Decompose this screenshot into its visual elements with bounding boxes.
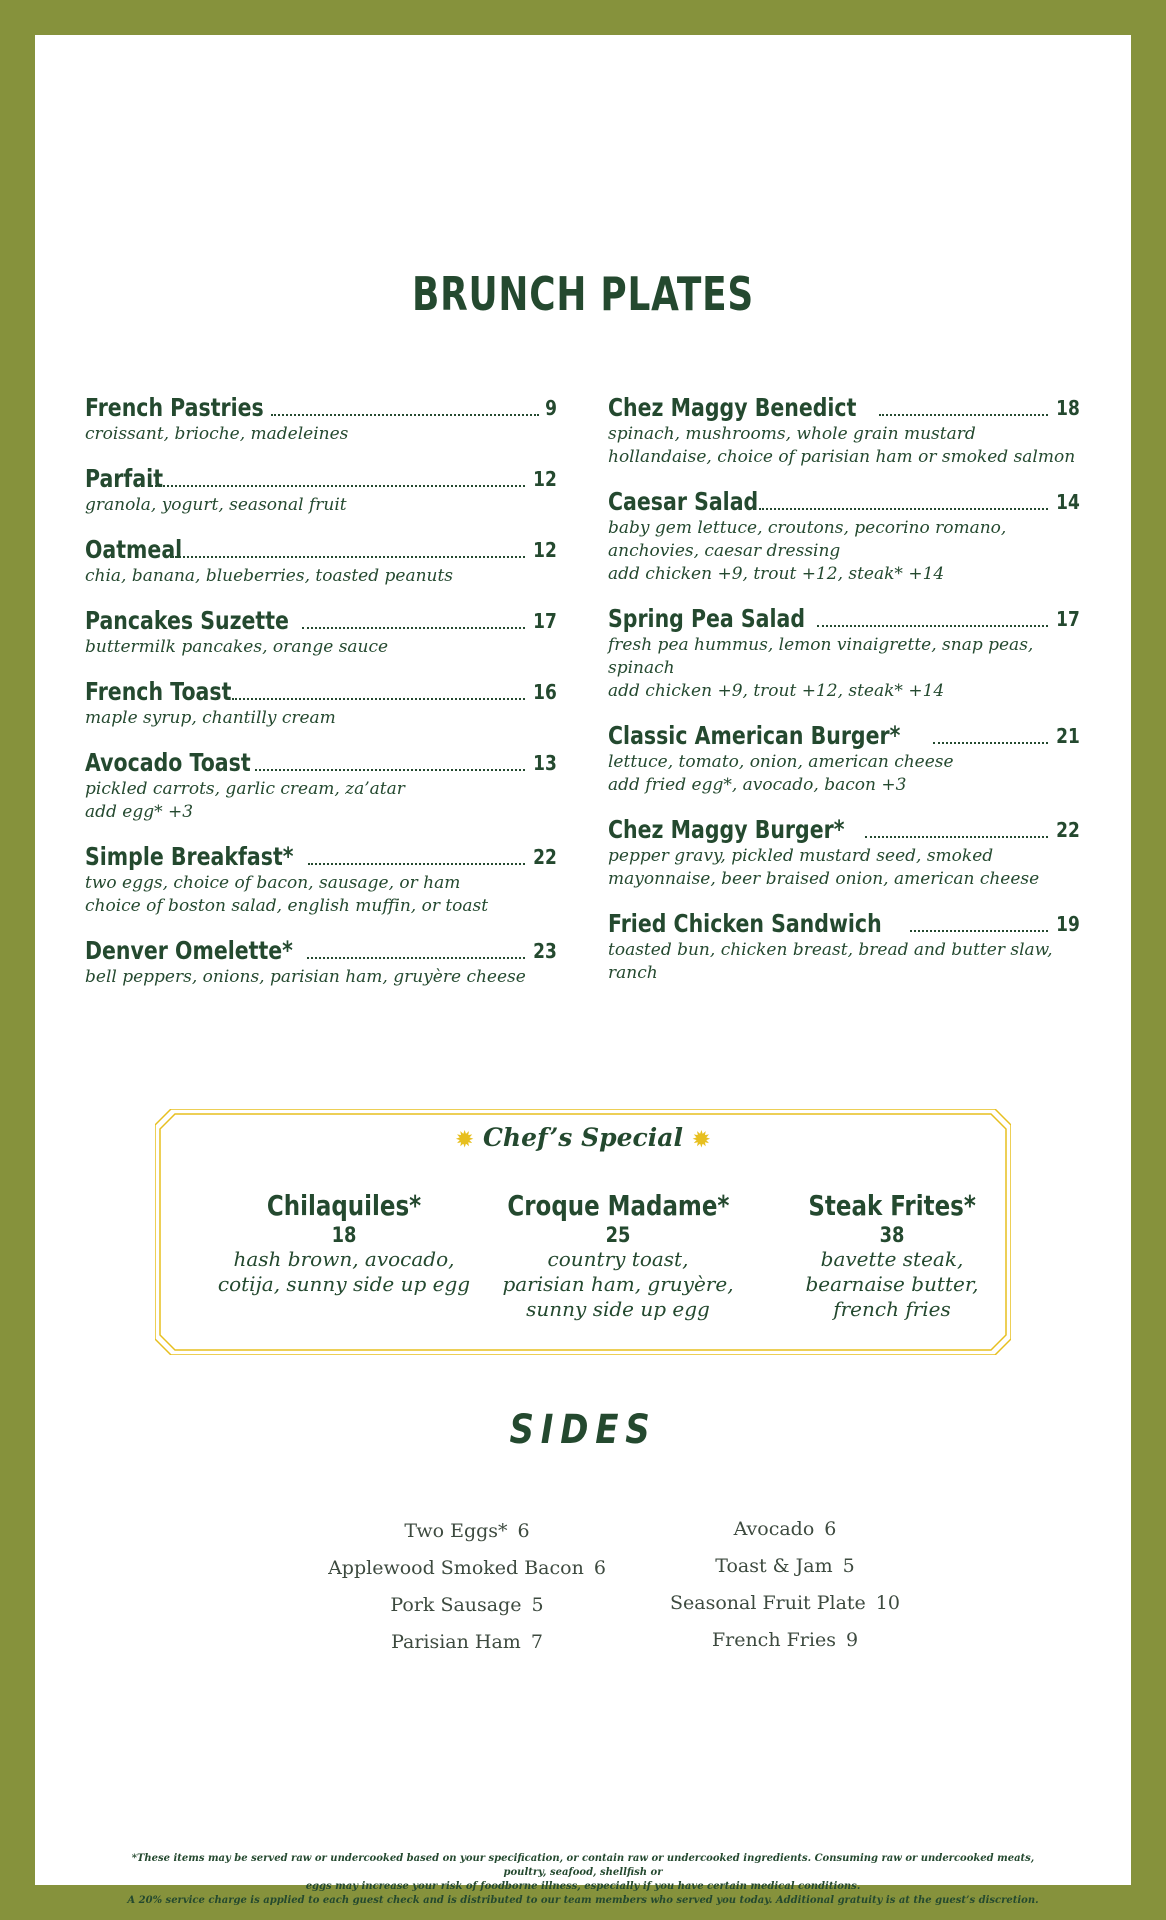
side-price: 5 [531,1594,544,1616]
special-item-description: bearnaise butter, [805,1272,979,1296]
page-title: BRUNCH PLATES [411,267,755,321]
menu-item [608,909,1080,985]
item-name: Avocado Toast [85,748,251,777]
side-item [595,1548,975,1585]
item-description: ranch [608,963,658,983]
item-name: French Pastries [85,393,264,422]
menu-card [35,35,1131,1906]
item-price: 22 [1056,818,1080,842]
item-description: maple syrup, chantilly cream [85,708,336,728]
item-description: lettuce, tomato, onion, american cheese [608,752,954,772]
item-description: bell peppers, onions, parisian ham, gruyère cheese [85,967,526,987]
side-price: 5 [842,1555,855,1577]
sunburst-icon: ✹ [456,1127,474,1151]
item-name: Spring Pea Salad [608,604,806,633]
item-name: Denver Omelette* [85,936,293,965]
side-price: 9 [845,1629,859,1651]
side-name: Pork Sausage [390,1594,522,1616]
item-price: 23 [533,939,557,963]
item-price: 9 [545,396,557,420]
menu-item [608,393,1080,469]
special-item-description: parisian ham, gruyère, [502,1272,734,1296]
item-price: 13 [533,751,557,775]
item-description: baby gem lettuce, croutons, pecorino romano, [608,518,1007,538]
dot-leader [817,624,1049,627]
item-name: Simple Breakfast* [85,842,294,871]
item-price: 18 [1056,396,1080,420]
item-name: Chez Maggy Burger* [608,815,845,844]
side-item [595,1511,975,1548]
special-item [757,1189,1027,1322]
special-item-description: country toast, [547,1247,689,1271]
item-description: hollandaise, choice of parisian ham or smoked salmon [608,447,1076,467]
dot-leader [307,956,525,959]
item-price: 12 [533,538,557,562]
special-item [209,1189,479,1297]
dot-leader [302,626,525,629]
item-description: pepper gravy, pickled mustard seed, smoked [608,846,994,866]
menu-item [608,815,1080,891]
special-item-description: sunny side up egg [526,1297,710,1321]
dot-leader [271,413,539,416]
item-description: choice of boston salad, english muffin, or toast [85,896,489,916]
special-item-name: Chilaquiles* [266,1189,422,1222]
menu-item [85,535,557,588]
side-price: 10 [875,1592,900,1614]
item-description: spinach [608,658,675,678]
side-item [595,1622,975,1659]
item-description: anchovies, caesar dressing [608,541,841,561]
special-item [483,1189,753,1322]
side-price: 6 [593,1557,606,1579]
item-description: croissant, brioche, madeleines [85,424,349,444]
special-item-price: 38 [879,1223,905,1247]
side-name: Seasonal Fruit Plate [670,1592,866,1614]
side-price: 6 [824,1518,837,1540]
footnote [115,1852,1051,1908]
sides-column-right [595,1511,975,1659]
dot-leader [865,835,1049,838]
chefs-special-box [155,1109,1011,1355]
side-name: Avocado [733,1518,815,1540]
dot-leader [148,484,525,487]
footnote-line: eggs may increase your risk of foodborne illness, especially if you have certain medical conditions. [305,1881,861,1892]
item-price: 21 [1056,724,1080,748]
dot-leader [910,929,1048,932]
item-description: mayonnaise, beer braised onion, american cheese [608,869,1040,889]
item-addon: add fried egg*, avocado, bacon +3 [608,775,907,795]
menu-item [85,936,557,989]
item-name: Classic American Burger* [608,721,901,750]
item-description: two eggs, choice of bacon, sausage, or ham [85,873,461,893]
item-description: fresh pea hummus, lemon vinaigrette, snap peas, [608,635,1034,655]
footnote-line: A 20% service charge is applied to each guest check and is distributed to our team members who served you today. Additional gratuity is at the guest’s discretion. [127,1895,1039,1906]
dot-leader [232,697,525,700]
item-name: Pancakes Suzette [85,606,289,635]
item-name: Parfait [85,464,164,493]
menu-item [85,393,557,446]
item-addon: add chicken +9, trout +12, steak* +14 [608,564,945,584]
menu-item [85,748,557,824]
side-name: French Fries [711,1629,836,1651]
side-name: Applewood Smoked Bacon [328,1557,584,1579]
dot-leader [759,507,1048,510]
item-description: spinach, mushrooms, whole grain mustard [608,424,976,444]
item-description: buttermilk pancakes, orange sauce [85,637,389,657]
menu-item [608,604,1080,703]
sides-title: SIDES [509,1407,657,1453]
special-item-description: hash brown, avocado, [233,1247,455,1271]
dot-leader [879,413,1048,416]
dot-leader [255,768,525,771]
side-price: 6 [517,1520,530,1542]
item-addon: add egg* +3 [85,802,194,822]
menu-item [608,487,1080,586]
item-description: granola, yogurt, seasonal fruit [85,495,347,515]
menu-item [85,464,557,517]
menu-item [85,677,557,730]
menu-item [85,606,557,659]
item-price: 14 [1056,490,1080,514]
menu-column-left [85,393,557,1007]
item-name: Chez Maggy Benedict [608,393,857,422]
item-price: 22 [533,845,557,869]
item-description: chia, banana, blueberries, toasted peanuts [85,566,454,586]
special-title: Chef’s Special [483,1123,683,1152]
special-item-description: bavette steak, [820,1247,964,1271]
side-name: Two Eggs* [404,1520,508,1542]
item-addon: add chicken +9, trout +12, steak* +14 [608,681,945,701]
item-price: 17 [1056,607,1080,631]
item-price: 19 [1056,912,1080,936]
item-price: 16 [533,680,557,704]
item-name: Oatmeal [85,535,183,564]
menu-column-right [608,393,1080,1003]
item-price: 12 [533,467,557,491]
item-name: French Toast [85,677,232,706]
item-price: 17 [533,609,557,633]
menu-item [85,842,557,918]
side-item [595,1585,975,1622]
item-name: Fried Chicken Sandwich [608,909,882,938]
dot-leader [308,862,526,865]
sunburst-icon: ✹ [692,1127,710,1151]
dot-leader [172,555,525,558]
side-price: 7 [530,1631,543,1653]
special-item-price: 18 [331,1223,357,1247]
menu-item [608,721,1080,797]
footnote-line: *These items may be served raw or undercooked based on your specification, or contain raw or undercooked ingredients. Consuming raw or undercooked meats, poultry, seafood, shellfish or [131,1853,1035,1878]
special-item-price: 25 [605,1223,631,1247]
item-description: toasted bun, chicken breast, bread and butter slaw, [608,940,1053,960]
special-heading [155,1123,1011,1152]
special-item-description: french fries [833,1297,951,1321]
special-item-name: Croque Madame* [507,1189,730,1222]
special-item-description: cotija, sunny side up egg [217,1272,471,1296]
item-name: Caesar Salad [608,487,759,516]
side-name: Parisian Ham [391,1631,521,1653]
special-item-name: Steak Frites* [808,1189,976,1222]
side-name: Toast & Jam [715,1555,833,1577]
item-description: pickled carrots, garlic cream, za’atar [85,779,405,799]
dot-leader [933,741,1048,744]
